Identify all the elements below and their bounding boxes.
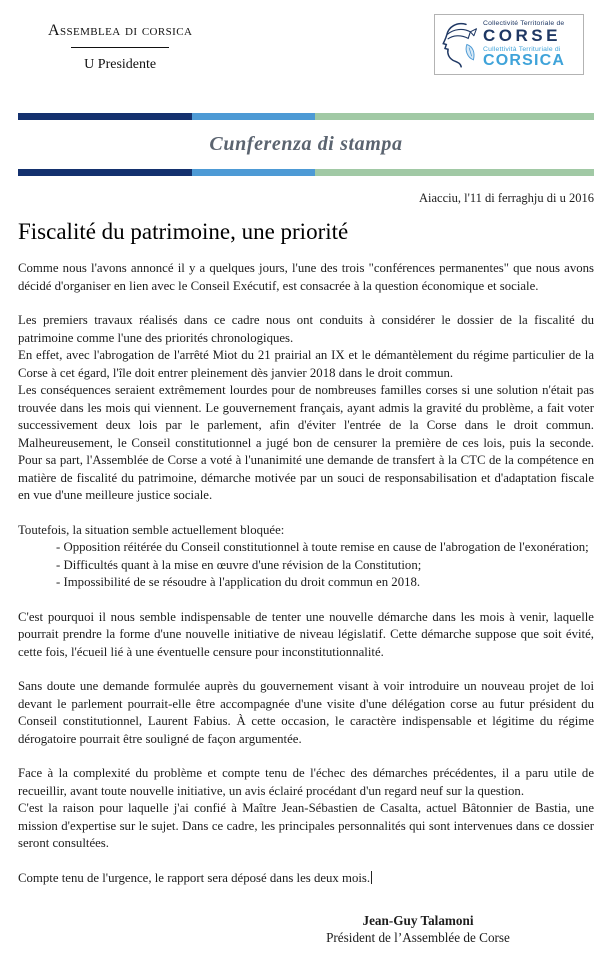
collectivite-corse-logo <box>434 14 584 75</box>
org-subtitle: U Presidente <box>84 57 157 72</box>
paragraph[interactable]: En effet, avec l'abrogation de l'arrêté Miot du 21 prairial an IX et le démantèlement du régime particulier de la Corse à cet égard, l'île doit entrer pleinement dès janvier 2018 dans le droit commun. <box>18 348 594 380</box>
paragraph[interactable]: Sans doute une demande formulée auprès du gouvernement visant à voir introduire un nouveau projet de loi devant le parlement pourrait-elle être accompagnée d'une visite d'une délégation corse au futur président du Conseil constitutionnel, Laurent Fabius. À cette occasion, le caractère indispensable et légitime du régime dérogatoire pourrait être souligné de façon argumentée. <box>18 679 594 746</box>
paragraph[interactable]: Face à la complexité du problème et compte tenu de l'échec des démarches précédentes, il a paru utile de recueillir, avant toute nouvelle initiative, un avis éclairé procédant d'un regard neuf sur la question. <box>18 766 594 798</box>
bar-segment-green <box>315 113 594 120</box>
divider-bar-top <box>18 113 594 120</box>
divider-bar-bottom <box>18 169 594 176</box>
paragraph[interactable]: Comme nous l'avons annoncé il y a quelques jours, l'une des trois "conférences permanentes" que nous avons décidé d'organiser en lien avec le Conseil Exécutif, est consacrée à la question économique et sociale. <box>18 261 594 293</box>
org-name: Assemblea di corsica <box>48 22 193 39</box>
blocked-situation-block[interactable] <box>18 522 594 592</box>
bar-segment-blue <box>192 113 315 120</box>
paragraph-block[interactable] <box>18 260 594 295</box>
closing-paragraph-block[interactable] <box>18 870 594 888</box>
paragraph-block[interactable] <box>18 765 594 853</box>
signature-block <box>268 913 568 946</box>
paragraph[interactable]: Les conséquences seraient extrêmement lourdes pour de nombreuses familles corses si une solution n'était pas trouvée dans les mois qui viennent. Le gouvernement français, ayant admis la gravité du problème, a fait voter successivement deux lois par le parlement, afin d'éviter l'entrée de la Corse dans le droit commun. Malheureusement, le Conseil constitutionnel a jugé bon de censurer la première de ces lois, puis la seconde. Pour sa part, l'Assemblée de Corse a voté à l'unanimité une demande de transfert à la CTC de la compétence en matière de fiscalité du patrimoine, démarche motivée par un souci de responsabilisation et d'adaptation fiscale en vue d'une meilleure justice sociale. <box>18 383 594 502</box>
paragraph-block[interactable] <box>18 678 594 748</box>
signature-role: Président de l’Assemblée de Corse <box>326 930 510 945</box>
paragraph-block[interactable] <box>18 312 594 505</box>
paragraph[interactable]: Les premiers travaux réalisés dans ce cadre nous ont conduits à considérer le dossier de la fiscalité du patrimoine comme l'une des priorités chronologiques. <box>18 313 594 345</box>
list-intro[interactable]: Toutefois, la situation semble actuellement bloquée: <box>18 522 285 537</box>
list-item[interactable]: - Difficultés quant à la mise en œuvre d'une révision de la Constitution; <box>56 557 422 572</box>
paragraph-block[interactable] <box>18 609 594 662</box>
bar-segment-green <box>315 169 594 176</box>
logo-line-corsica: CORSICA <box>483 51 566 69</box>
bar-segment-navy <box>18 113 192 120</box>
bar-segment-navy <box>18 169 192 176</box>
paragraph[interactable] <box>18 870 594 888</box>
logo-line-co-small: Cullettività Territuriale di <box>483 45 561 53</box>
moors-head-icon <box>438 18 480 71</box>
list-item[interactable]: - Impossibilité de se résoudre à l'application du droit commun en 2018. <box>56 575 421 589</box>
org-block <box>48 22 192 73</box>
logo-line-fr-small: Collectivité Territoriale de <box>483 19 565 27</box>
document-title: Fiscalité du patrimoine, une priorité <box>18 219 349 244</box>
text-cursor <box>371 871 372 884</box>
banner-title: Cunferenza di stampa <box>209 133 403 155</box>
closing-text[interactable]: Compte tenu de l'urgence, le rapport sera déposé dans les deux mois. <box>18 870 371 885</box>
bar-segment-blue <box>192 169 315 176</box>
list-item[interactable]: - Opposition réitérée du Conseil constitutionnel à toute remise en cause de l'abrogation de l'exonération; <box>56 540 589 554</box>
dateline: Aiacciu, l'11 di ferraghju di u 2016 <box>418 191 594 205</box>
org-divider-rule <box>71 47 169 48</box>
signature-name: Jean-Guy Talamoni <box>362 913 474 928</box>
logo-text <box>483 20 565 70</box>
paragraph[interactable]: C'est pourquoi il nous semble indispensable de tenter une nouvelle démarche dans les mois à venir, laquelle pourrait prendre la forme d'une nouvelle initiative de niveau législatif. Cette démarche suppose que soit évité, cette fois, l'écueil lié à une éventuelle censure pour inconstitutionnalité. <box>18 609 594 659</box>
logo-line-corse: CORSE <box>483 25 561 45</box>
document-body[interactable] <box>18 260 594 946</box>
letterhead <box>18 10 594 75</box>
issue-list[interactable] <box>18 539 594 592</box>
paragraph[interactable]: C'est la raison pour laquelle j'ai confié à Maître Jean-Sébastien de Casalta, actuel Bâtonnier de Bastia, une mission d'expertise sur le sujet. Dans ce cadre, les principales personnalités qui sont intervenues dans ce dossier seront consultées. <box>18 801 594 850</box>
